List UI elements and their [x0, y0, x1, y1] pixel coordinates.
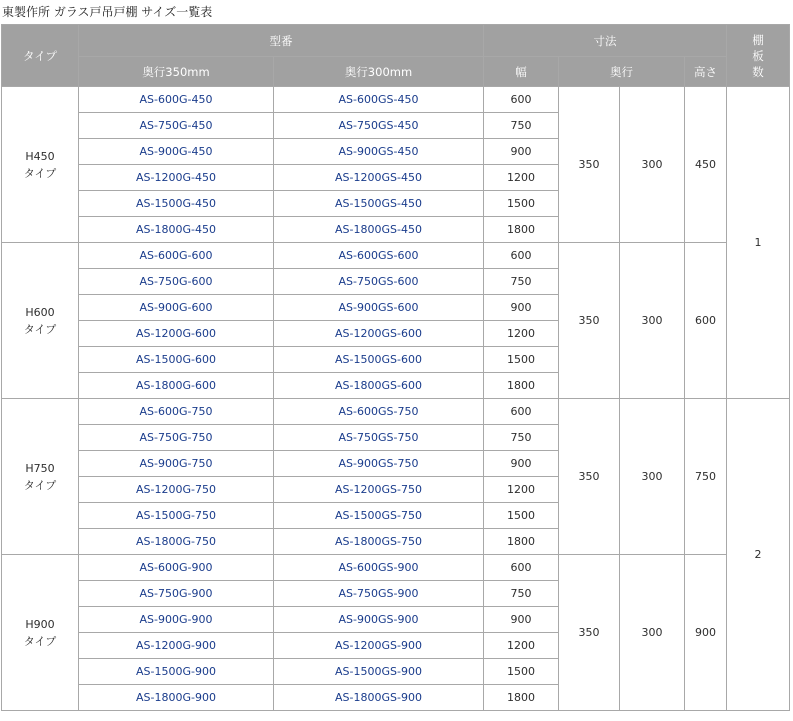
shelves-cell: 1 — [727, 87, 790, 399]
type-cell — [2, 555, 79, 711]
model-350-cell: AS-1200G-450 — [79, 165, 274, 191]
width-cell: 600 — [484, 87, 559, 113]
model-300-cell: AS-1800GS-600 — [274, 373, 484, 399]
model-350-cell: AS-1500G-450 — [79, 191, 274, 217]
table-row — [2, 87, 790, 113]
type-code: H600 — [25, 305, 55, 319]
model-350-cell: AS-600G-600 — [79, 243, 274, 269]
table-row — [2, 399, 790, 425]
width-cell: 750 — [484, 113, 559, 139]
header-shelves-char: 板 — [752, 48, 764, 63]
header-dimensions: 寸法 — [484, 25, 727, 57]
model-350-cell: AS-600G-750 — [79, 399, 274, 425]
header-model: 型番 — [79, 25, 484, 57]
model-350-cell: AS-1800G-450 — [79, 217, 274, 243]
model-350-cell: AS-1500G-600 — [79, 347, 274, 373]
width-cell: 600 — [484, 243, 559, 269]
model-350-cell: AS-750G-900 — [79, 581, 274, 607]
shelves-cell: 2 — [727, 399, 790, 711]
header-width: 幅 — [484, 57, 559, 87]
width-cell: 1200 — [484, 165, 559, 191]
type-cell — [2, 87, 79, 243]
model-350-cell: AS-1800G-600 — [79, 373, 274, 399]
model-300-cell: AS-1500GS-450 — [274, 191, 484, 217]
model-300-cell: AS-750GS-600 — [274, 269, 484, 295]
model-300-cell: AS-900GS-750 — [274, 451, 484, 477]
page-title: 東製作所 ガラス戸吊戸棚 サイズ一覧表 — [2, 5, 213, 19]
type-code: H900 — [25, 617, 55, 631]
model-300-cell: AS-600GS-450 — [274, 87, 484, 113]
height-cell: 900 — [685, 555, 727, 711]
model-300-cell: AS-900GS-900 — [274, 607, 484, 633]
width-cell: 1500 — [484, 191, 559, 217]
width-cell: 750 — [484, 269, 559, 295]
table-body — [2, 87, 790, 711]
type-suffix: タイプ — [23, 322, 57, 336]
width-cell: 1800 — [484, 217, 559, 243]
width-cell: 1200 — [484, 321, 559, 347]
width-cell: 1800 — [484, 685, 559, 711]
width-cell: 1200 — [484, 477, 559, 503]
type-cell — [2, 399, 79, 555]
model-300-cell: AS-750GS-450 — [274, 113, 484, 139]
model-350-cell: AS-1800G-750 — [79, 529, 274, 555]
type-suffix: タイプ — [23, 166, 57, 180]
model-300-cell: AS-750GS-750 — [274, 425, 484, 451]
width-cell: 750 — [484, 425, 559, 451]
model-300-cell: AS-1200GS-450 — [274, 165, 484, 191]
model-350-cell: AS-600G-900 — [79, 555, 274, 581]
table-row — [2, 243, 790, 269]
model-300-cell: AS-1800GS-900 — [274, 685, 484, 711]
model-350-cell: AS-900G-600 — [79, 295, 274, 321]
model-350-cell: AS-900G-450 — [79, 139, 274, 165]
model-300-cell: AS-1200GS-750 — [274, 477, 484, 503]
depth-300-cell: 300 — [620, 555, 685, 711]
width-cell: 750 — [484, 581, 559, 607]
width-cell: 1200 — [484, 633, 559, 659]
model-300-cell: AS-600GS-900 — [274, 555, 484, 581]
width-cell: 1800 — [484, 529, 559, 555]
model-300-cell: AS-1500GS-900 — [274, 659, 484, 685]
model-300-cell: AS-1200GS-900 — [274, 633, 484, 659]
model-350-cell: AS-1500G-900 — [79, 659, 274, 685]
width-cell: 900 — [484, 451, 559, 477]
model-300-cell: AS-1200GS-600 — [274, 321, 484, 347]
depth-300-cell: 300 — [620, 399, 685, 555]
model-350-cell: AS-1200G-900 — [79, 633, 274, 659]
header-depth: 奥行 — [559, 57, 685, 87]
size-table — [1, 24, 790, 711]
width-cell: 900 — [484, 295, 559, 321]
header-shelves-char: 数 — [752, 64, 764, 79]
width-cell: 600 — [484, 555, 559, 581]
height-cell: 600 — [685, 243, 727, 399]
width-cell: 1500 — [484, 503, 559, 529]
model-350-cell: AS-900G-900 — [79, 607, 274, 633]
header-depth-300: 奥行300mm — [274, 57, 484, 87]
type-code: H450 — [25, 149, 55, 163]
height-cell: 750 — [685, 399, 727, 555]
depth-300-cell: 300 — [620, 87, 685, 243]
header-shelves — [727, 25, 790, 87]
model-300-cell: AS-900GS-600 — [274, 295, 484, 321]
width-cell: 900 — [484, 607, 559, 633]
height-cell: 450 — [685, 87, 727, 243]
model-350-cell: AS-900G-750 — [79, 451, 274, 477]
model-300-cell: AS-1500GS-600 — [274, 347, 484, 373]
model-350-cell: AS-1200G-600 — [79, 321, 274, 347]
table-header — [2, 25, 790, 87]
model-350-cell: AS-750G-600 — [79, 269, 274, 295]
depth-350-cell: 350 — [559, 87, 620, 243]
model-300-cell: AS-600GS-750 — [274, 399, 484, 425]
table-row — [2, 555, 790, 581]
model-300-cell: AS-600GS-600 — [274, 243, 484, 269]
width-cell: 1500 — [484, 347, 559, 373]
width-cell: 600 — [484, 399, 559, 425]
header-depth-350: 奥行350mm — [79, 57, 274, 87]
type-code: H750 — [25, 461, 55, 475]
type-cell — [2, 243, 79, 399]
width-cell: 900 — [484, 139, 559, 165]
header-type: タイプ — [2, 25, 79, 87]
model-350-cell: AS-1500G-750 — [79, 503, 274, 529]
model-300-cell: AS-900GS-450 — [274, 139, 484, 165]
type-suffix: タイプ — [23, 634, 57, 648]
header-height: 高さ — [685, 57, 727, 87]
model-300-cell: AS-750GS-900 — [274, 581, 484, 607]
type-suffix: タイプ — [23, 478, 57, 492]
model-350-cell: AS-750G-450 — [79, 113, 274, 139]
model-300-cell: AS-1800GS-750 — [274, 529, 484, 555]
model-350-cell: AS-750G-750 — [79, 425, 274, 451]
model-300-cell: AS-1500GS-750 — [274, 503, 484, 529]
depth-350-cell: 350 — [559, 399, 620, 555]
width-cell: 1500 — [484, 659, 559, 685]
depth-350-cell: 350 — [559, 243, 620, 399]
header-shelves-char: 棚 — [752, 32, 764, 47]
model-350-cell: AS-600G-450 — [79, 87, 274, 113]
depth-300-cell: 300 — [620, 243, 685, 399]
width-cell: 1800 — [484, 373, 559, 399]
model-300-cell: AS-1800GS-450 — [274, 217, 484, 243]
model-350-cell: AS-1200G-750 — [79, 477, 274, 503]
model-350-cell: AS-1800G-900 — [79, 685, 274, 711]
depth-350-cell: 350 — [559, 555, 620, 711]
